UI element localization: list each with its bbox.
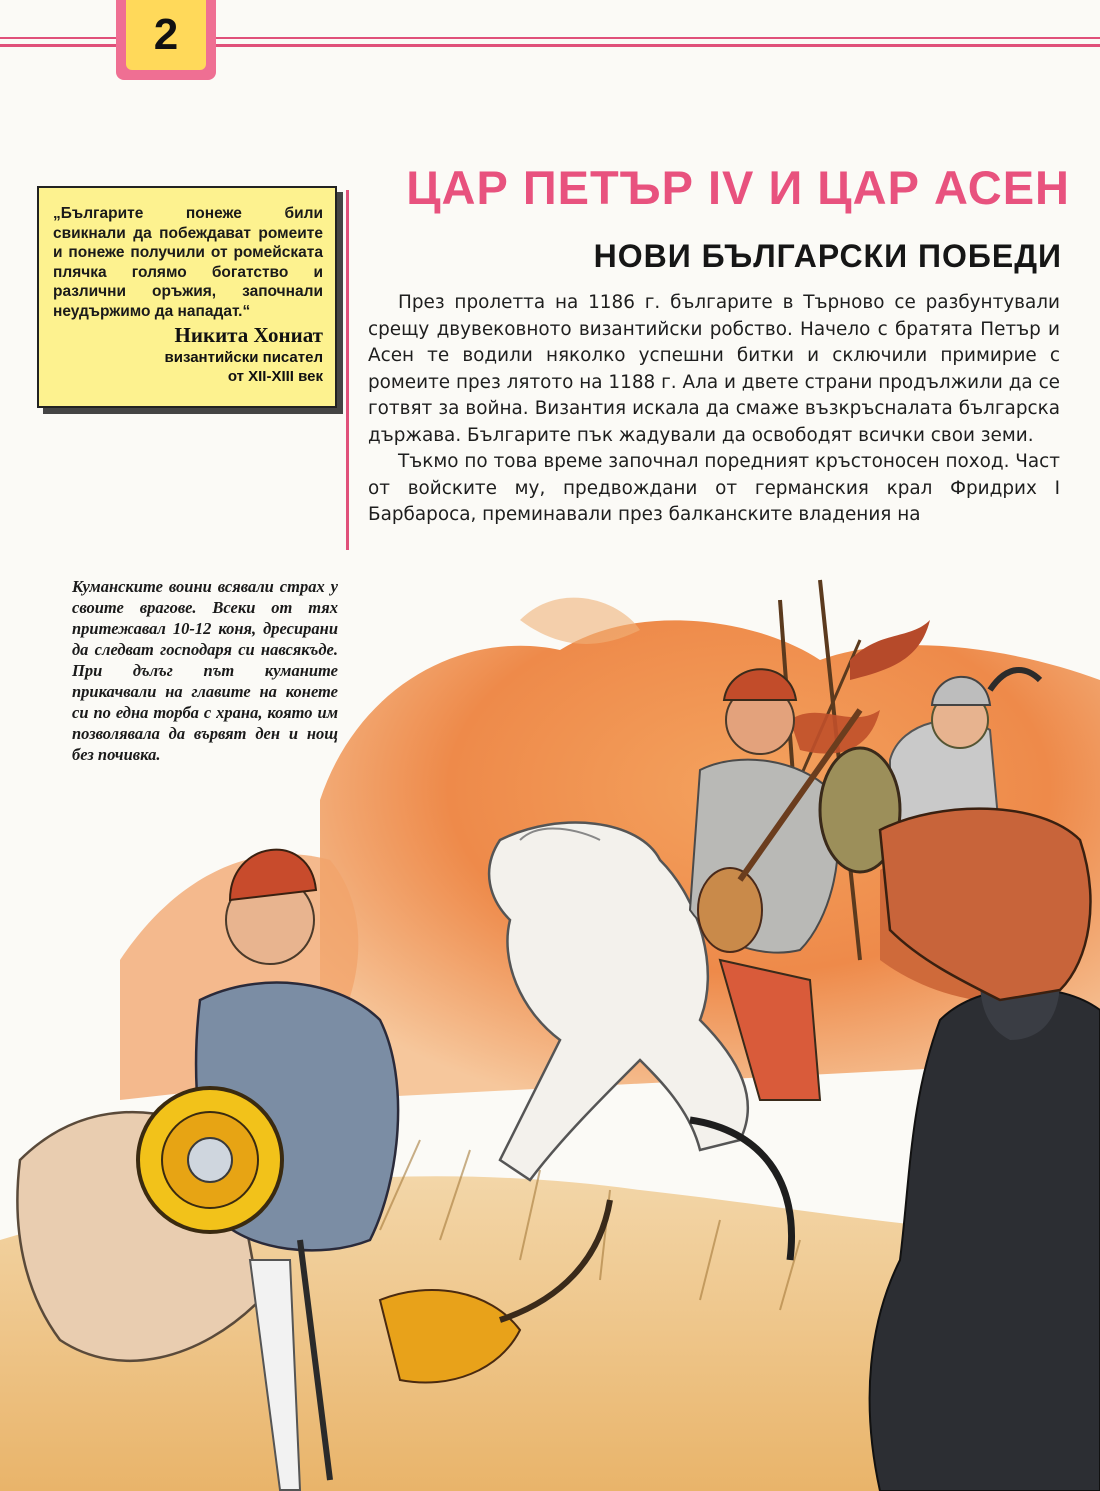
body-paragraph-1: През пролетта на 1186 г. българите в Търново се разбунтували срещу двувековното византийски робство. Начело с братята Петър и Асен те водили няколко успешни битки и сключили примирие с ромеите през лятото на 1188 г. Ала и двете страни продължили да се готвят за война. Византия искала да смаже възкръсналата българска държава. Българите пък жадували да освободят всички свои земи. xyxy=(368,292,1060,446)
chapter-title: ЦАР ПЕТЪР IV И ЦАР АСЕН xyxy=(406,161,1070,214)
quote-text: „Българите понеже били свикнали да побеждават ромеите и понеже получили от ромейската плячка голямо богатство и различни оръжия, започнали неудържимо да нападат.“ xyxy=(53,205,323,320)
page-number-tab xyxy=(116,0,216,80)
body-paragraph-2: Тъкмо по това време започнал поредният кръстоносен поход. Част от войските му, предвождани от германския крал Фридрих I Барбароса, преминавали през балканските владения на xyxy=(368,451,1060,525)
quote-role-line2: от XII-XIII век xyxy=(227,368,323,385)
quote-author: Никита Хониат xyxy=(174,323,323,347)
quote-role-line1: византийски писател xyxy=(164,349,323,366)
column-divider xyxy=(346,190,349,550)
page-number: 2 xyxy=(126,0,206,70)
quote-box xyxy=(37,186,337,408)
body-text xyxy=(368,290,1060,529)
illustration-caption: Куманските воини всявали страх у своите врагове. Всеки от тях притежавал 10-12 коня, дресирани да следват господаря си навсякъде. При дълъг път куманите прикачвали на главите на конете си по една торба с храна, която им позволявала да вървят ден и нощ без почивка. xyxy=(72,577,338,764)
section-subtitle: НОВИ БЪЛГАРСКИ ПОБЕДИ xyxy=(593,238,1062,274)
haze xyxy=(520,598,640,644)
